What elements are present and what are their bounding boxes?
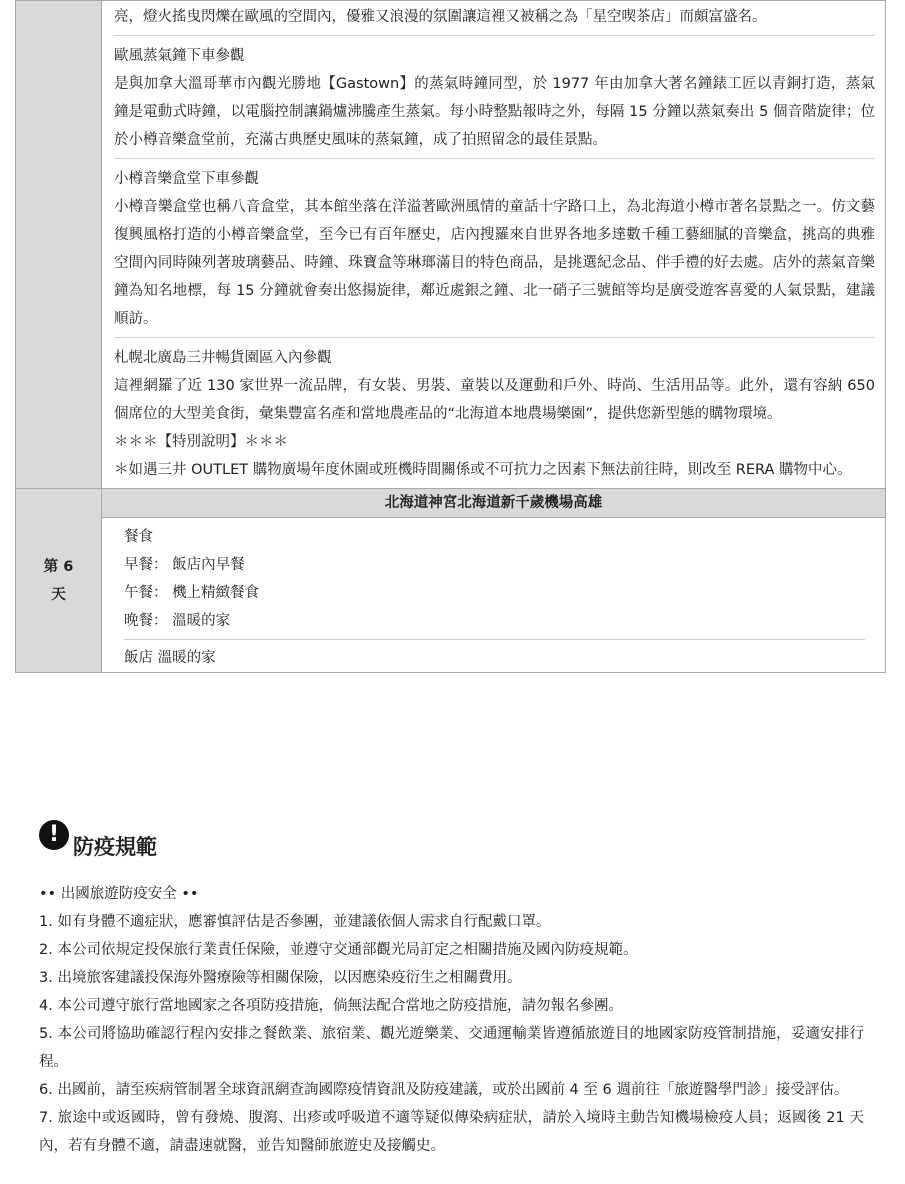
music-box-title: 小樽音樂盒堂下車參觀 <box>114 171 259 187</box>
intro-tail-block <box>114 1 875 36</box>
music-box-block <box>114 159 875 338</box>
covid-item-2: 2. 本公司依規定投保旅行業責任保險，並遵守交通部觀光局訂定之相關措施及國內防疫規範。 <box>39 942 638 958</box>
mitsui-block <box>114 338 875 488</box>
covid-item-5: 5. 本公司將協助確認行程內安排之餐飲業、旅宿業、觀光遊樂業、交通運輸業皆遵循旅遊目的地國家防疫管制措施，妥適安排行程。 <box>39 1026 864 1070</box>
mitsui-note-header: ＊＊＊【特別說明】＊＊＊ <box>114 434 288 450</box>
day6-label-number: 第 6 <box>43 558 74 575</box>
day6-content <box>102 489 886 673</box>
covid-item-4: 4. 本公司遵守旅行當地國家之各項防疫措施，倘無法配合當地之防疫措施，請勿報名參團。 <box>39 998 623 1014</box>
covid-header <box>39 818 864 864</box>
intro-tail-text: 亮，燈火搖曳閃爍在歐風的空間內，優雅又浪漫的氛圍讓這裡又被稱之為「星空喫茶店」而頗富盛名。 <box>114 9 767 25</box>
hotel-block <box>124 640 865 672</box>
covid-item-1: 1. 如有身體不適症狀，應審慎評估是否參團，並建議依個人需求自行配戴口罩。 <box>39 914 551 930</box>
steam-clock-title: 歐風蒸氣鐘下車參觀 <box>114 48 245 64</box>
covid-item-3: 3. 出境旅客建議投保海外醫療險等相關保險，以因應染疫衍生之相關費用。 <box>39 970 522 986</box>
day5-content <box>102 1 886 489</box>
steam-clock-block <box>114 36 875 159</box>
day6-route-bar: 北海道神宮北海道新千歲機場高雄 <box>102 489 885 518</box>
mitsui-title: 札幌北廣島三井暢貨園區入內參觀 <box>114 350 332 366</box>
day5-label-cell <box>16 1 102 489</box>
day5-row <box>16 1 886 489</box>
day6-label-cell <box>16 489 102 673</box>
steam-clock-text: 是與加拿大溫哥華市內觀光勝地【Gastown】的蒸氣時鐘同型，於 1977 年由加拿大著名鐘錶工匠以青銅打造，蒸氣鐘是電動式時鐘，以電腦控制讓鍋爐沸騰產生蒸氣。每小時整點報時之外，每隔 15 分鐘以蒸氣奏出 5 個音階旋律；位於小樽音樂盒堂前，充滿古典歷史風味的蒸氣鐘，成了拍照留念的最佳景點。 <box>114 76 875 148</box>
exclamation-icon: ! <box>39 820 69 850</box>
itinerary-table <box>15 0 886 673</box>
covid-body <box>39 880 864 1160</box>
day6-label-unit: 天 <box>51 586 66 603</box>
music-box-text: 小樽音樂盒堂也稱八音盒堂，其本館坐落在洋溢著歐洲風情的童話十字路口上，為北海道小樽市著名景點之一。仿文藝復興風格打造的小樽音樂盒堂，至今已有百年歷史，店內搜羅來自世界各地多達數千種工藝細膩的音樂盒，挑高的典雅空間內同時陳列著玻璃藝品、時鐘、珠寶盒等琳瑯滿目的特色商品，是挑選紀念品、伴手禮的好去處。店外的蒸氣音樂鐘為知名地標，每 15 分鐘就會奏出悠揚旋律，鄰近處銀之鐘、北一硝子三號館等均是廣受遊客喜愛的人氣景點，建議順訪。 <box>114 199 875 327</box>
mitsui-note-text: ＊如遇三井 OUTLET 購物廣場年度休園或班機時間關係或不可抗力之因素下無法前往時，則改至 RERA 購物中心。 <box>114 462 852 478</box>
lunch-line: 午餐： 機上精緻餐食 <box>124 585 260 601</box>
covid-section <box>39 818 864 1160</box>
covid-item-6: 6. 出國前，請至疾病管制署全球資訊網查詢國際疫情資訊及防疫建議，或於出國前 4 至 6 週前往「旅遊醫學門診」接受評估。 <box>39 1082 849 1098</box>
covid-subtitle: •• 出國旅遊防疫安全 •• <box>39 886 199 902</box>
covid-title: 防疫規範 <box>73 835 157 859</box>
hotel-line: 飯店 溫暖的家 <box>124 650 216 666</box>
covid-item-7: 7. 旅途中或返國時，曾有發燒、腹瀉、出疹或呼吸道不適等疑似傳染病症狀，請於入境時主動告知機場檢疫人員；返國後 21 天內，若有身體不適，請盡速就醫，並告知醫師旅遊史及接觸史。 <box>39 1110 864 1154</box>
dinner-line: 晚餐： 溫暖的家 <box>124 613 231 629</box>
mitsui-text: 這裡網羅了近 130 家世界一流品牌，有女裝、男裝、童裝以及運動和戶外、時尚、生活用品等。此外，還有容納 650 個席位的大型美食街，彙集豐富名產和當地農產品的“北海道本地農場樂園”，提供您新型態的購物環境。 <box>114 378 875 422</box>
breakfast-line: 早餐： 飯店內早餐 <box>124 557 245 573</box>
meals-block <box>124 523 865 640</box>
meals-title: 餐食 <box>124 529 153 545</box>
day6-row <box>16 489 886 673</box>
